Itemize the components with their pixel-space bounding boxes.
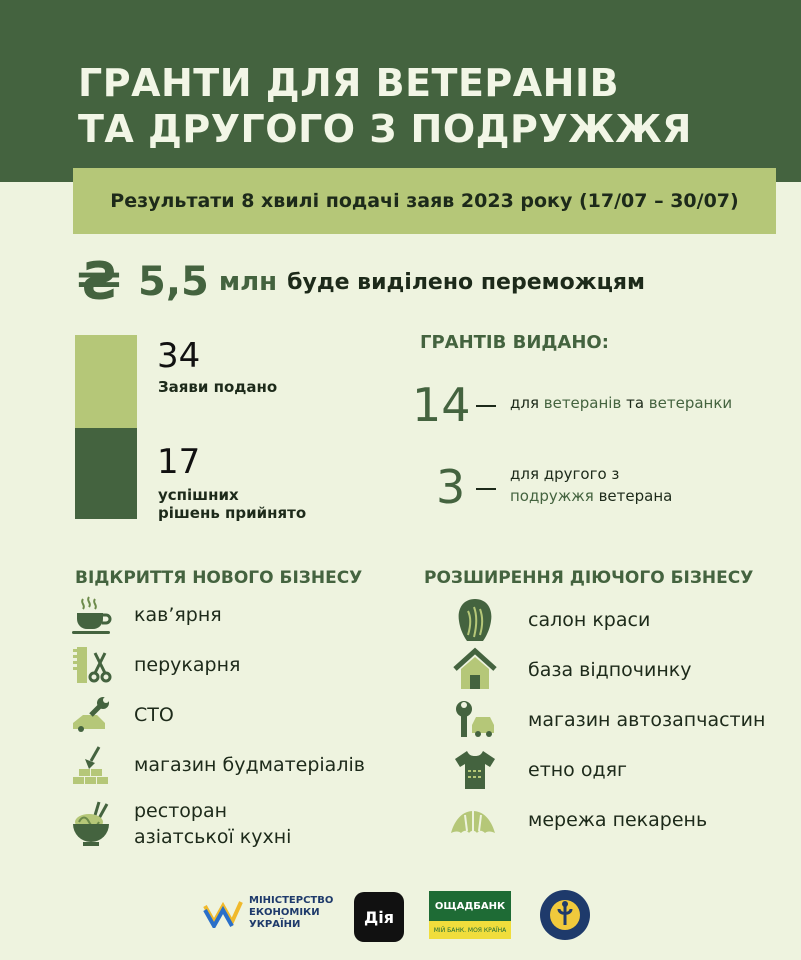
spouse-suffix: ветерана [593,487,673,505]
veterans-mid: та [621,394,649,412]
page-title [78,60,692,152]
oschadbank-name: ОЩАДБАНК [434,900,506,912]
list-item [68,642,240,688]
spouse-grant-text [510,463,672,507]
bricks-trowel-icon [68,742,114,788]
veterans-grant-count: 14 [412,378,471,432]
item-label: перукарня [134,654,241,676]
grants-heading: ГРАНТІВ ВИДАНО: [420,332,609,353]
ministry-line-2: ЕКОНОМІКИ [249,907,320,918]
footer-logos [0,885,801,945]
spouse-highlight: подружжя [510,487,594,505]
submitted-label: Заяви подано [158,378,278,396]
list-item [68,692,174,738]
success-bar [75,428,137,519]
ministry-line-1: МІНІСТЕРСТВО [249,895,334,906]
list-item [452,597,650,643]
spouse-line-1: для другого з [510,465,620,483]
list-item [68,798,291,850]
title-line-2: ТА ДРУГОГО З ПОДРУЖЖЯ [78,107,692,151]
dash-divider [476,405,496,407]
header-banner [0,0,801,182]
shirt-icon [452,747,498,793]
subtitle: Результати 8 хвилі подачі заяв 2023 року (17/07 – 30/07) [110,190,739,212]
item-label: салон краси [528,609,651,631]
house-icon [452,647,498,693]
list-item [452,697,765,743]
noodle-bowl-icon [68,801,114,847]
success-label-line-2: рішень прийнято [158,504,307,522]
amount-text: буде виділено переможцям [287,269,646,295]
list-item [68,742,365,788]
veterans-prefix: для [510,394,544,412]
comb-scissors-icon [68,642,114,688]
list-item [447,797,707,843]
oschadbank-slogan: МІЙ БАНК. МОЯ КРАЇНА [429,921,511,939]
item-label: кав’ярня [134,604,222,626]
submitted-count: 34 [157,336,201,376]
dash-divider [476,488,496,490]
list-item [452,647,692,693]
item-label: магазин будматеріалів [134,754,365,776]
wrench-car-icon [68,692,114,738]
veterans-highlight: ветеранів [543,394,622,412]
oschadbank-logo [429,891,511,939]
hryvnia-icon: ₴ [76,252,122,312]
ministry-line-3: УКРАЇНИ [249,919,301,930]
success-label-line-1: успішних [158,486,239,504]
success-count: 17 [157,442,201,482]
amount-unit: млн [218,267,278,297]
success-label [158,486,306,522]
croissant-icon [447,797,499,843]
item-label: мережа пекарень [528,809,708,831]
ministry-logo [203,895,333,931]
coffee-cup-icon [68,592,114,638]
item-label-line-2: азіатської кухні [134,826,292,848]
subtitle-bar [73,168,776,234]
spouse-grant-count: 3 [436,460,466,514]
list-item [68,592,222,638]
diia-logo: Дія [354,892,404,942]
item-label [134,798,291,850]
item-label: магазин автозапчастин [528,709,766,731]
veterans-grant-text [510,392,732,414]
veterans-female-highlight: ветеранки [648,394,733,412]
new-business-heading: ВІДКРИТТЯ НОВОГО БІЗНЕСУ [75,568,363,588]
wrench-car-icon [452,697,498,743]
woman-hair-icon [452,597,498,643]
item-label-line-1: ресторан [134,800,228,822]
ministry-emblem-icon [203,898,243,928]
amount-value: 5,5 [138,259,209,305]
item-label: етно одяг [528,759,628,781]
title-line-1: ГРАНТИ ДЛЯ ВЕТЕРАНІВ [78,61,620,105]
employment-service-seal-icon [539,889,591,941]
amount-row [76,252,645,312]
submitted-bar [75,335,137,428]
list-item [452,747,627,793]
expand-business-heading: РОЗШИРЕННЯ ДІЮЧОГО БІЗНЕСУ [424,568,754,588]
item-label: база відпочинку [528,659,692,681]
item-label: СТО [134,704,174,726]
